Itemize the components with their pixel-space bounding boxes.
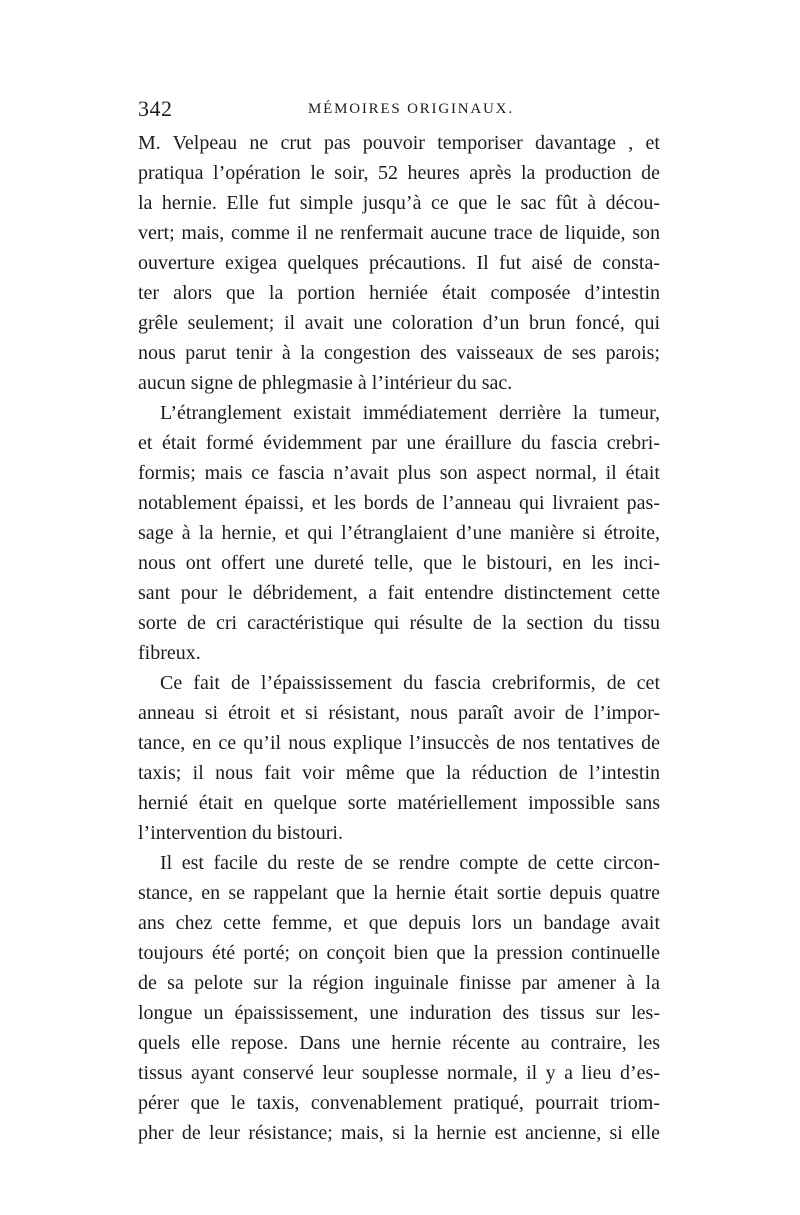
text-line: longue un épaississement, une induration des tissus sur les- <box>138 1002 660 1024</box>
running-title: MÉMOIRES ORIGINAUX. <box>308 101 514 117</box>
text-line: grêle seulement; il avait une coloration d’un brun foncé, qui <box>138 312 660 334</box>
text-line: ans chez cette femme, et que depuis lors un bandage avait <box>138 912 660 934</box>
text-line: tissus ayant conservé leur souplesse normale, il y a lieu d’es- <box>138 1062 660 1084</box>
text-line: pratiqua l’opération le soir, 52 heures après la production de <box>138 162 660 184</box>
text-line: stance, en se rappelant que la hernie était sortie depuis quatre <box>138 882 660 904</box>
text-line: tance, en ce qu’il nous explique l’insuccès de nos tentatives de <box>138 732 660 754</box>
text-line: Ce fait de l’épaississement du fascia crebriformis, de cet <box>160 672 660 694</box>
text-line: et était formé évidemment par une éraillure du fascia crebri- <box>138 432 660 454</box>
text-line: la hernie. Elle fut simple jusqu’à ce que le sac fût à décou- <box>138 192 660 214</box>
text-line: hernié était en quelque sorte matériellement impossible sans <box>138 792 660 814</box>
text-line: anneau si étroit et si résistant, nous paraît avoir de l’impor- <box>138 702 660 724</box>
text-line: l’intervention du bistouri. <box>138 822 343 844</box>
text-line: M. Velpeau ne crut pas pouvoir temporiser davantage , et <box>138 132 660 154</box>
text-line: L’étranglement existait immédiatement derrière la tumeur, <box>160 402 660 424</box>
text-line: ter alors que la portion herniée était composée d’intestin <box>138 282 660 304</box>
text-line: fibreux. <box>138 642 201 664</box>
page-number: 342 <box>138 96 173 121</box>
text-line: nous parut tenir à la congestion des vaisseaux de ses parois; <box>138 342 660 364</box>
text-line: ouverture exigea quelques précautions. Il fut aisé de consta- <box>138 252 660 274</box>
text-line: toujours été porté; on conçoit bien que la pression continuelle <box>138 942 660 964</box>
text-line: formis; mais ce fascia n’avait plus son aspect normal, il était <box>138 462 660 484</box>
text-line: pérer que le taxis, convenablement pratiqué, pourrait triom- <box>138 1092 660 1114</box>
text-line: pher de leur résistance; mais, si la hernie est ancienne, si elle <box>138 1122 660 1144</box>
text-line: vert; mais, comme il ne renfermait aucune trace de liquide, son <box>138 222 660 244</box>
text-line: notablement épaissi, et les bords de l’anneau qui livraient pas- <box>138 492 660 514</box>
text-line: aucun signe de phlegmasie à l’intérieur du sac. <box>138 372 513 394</box>
text-line: sorte de cri caractéristique qui résulte de la section du tissu <box>138 612 660 634</box>
text-line: quels elle repose. Dans une hernie récente au contraire, les <box>138 1032 660 1054</box>
text-line: taxis; il nous fait voir même que la réduction de l’intestin <box>138 762 660 784</box>
text-line: sage à la hernie, et qui l’étranglaient d’une manière si étroite, <box>138 522 660 544</box>
text-line: de sa pelote sur la région inguinale finisse par amener à la <box>138 972 660 994</box>
page-header <box>138 96 658 124</box>
text-line: sant pour le débridement, a fait entendre distinctement cette <box>138 582 660 604</box>
text-line: Il est facile du reste de se rendre compte de cette circon- <box>160 852 660 874</box>
text-line: nous ont offert une dureté telle, que le bistouri, en les inci- <box>138 552 660 574</box>
